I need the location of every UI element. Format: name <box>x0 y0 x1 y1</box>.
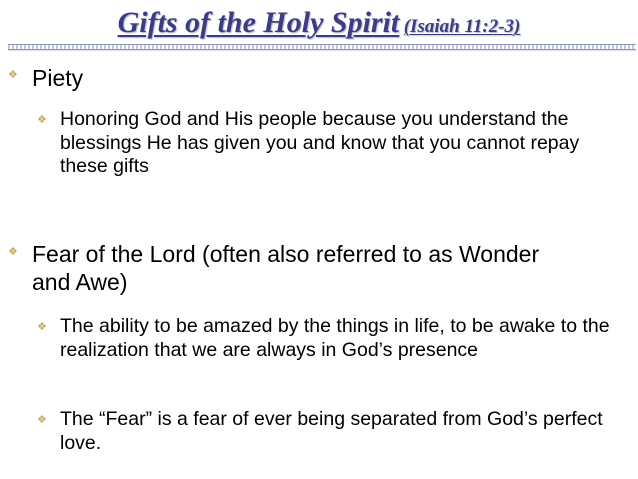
sub-list-item: The ability to be amazed by the things in life, to be awake to the realization that we are always in God’s presence <box>60 315 610 361</box>
bullet-icon: ❖ <box>37 414 47 426</box>
bullet-icon: ❖ <box>37 321 47 333</box>
title-divider <box>8 44 636 50</box>
title-text: Gifts of the Holy Spirit <box>117 6 400 39</box>
slide-title <box>0 6 638 40</box>
list-item: Piety <box>32 65 84 91</box>
title-reference: (Isaiah 11:2-3) <box>403 16 521 37</box>
bullet-icon: ❖ <box>8 69 18 81</box>
bullet-icon: ❖ <box>37 114 47 126</box>
sub-list-item: The “Fear” is a fear of ever being separated from God’s perfect love. <box>60 408 603 454</box>
list-item: Fear of the Lord (often also referred to as Wonder and Awe) <box>32 241 540 295</box>
bullet-icon: ❖ <box>8 246 18 258</box>
sub-list-item: Honoring God and His people because you understand the blessings He has given you and know that you cannot repay these gifts <box>60 108 580 177</box>
